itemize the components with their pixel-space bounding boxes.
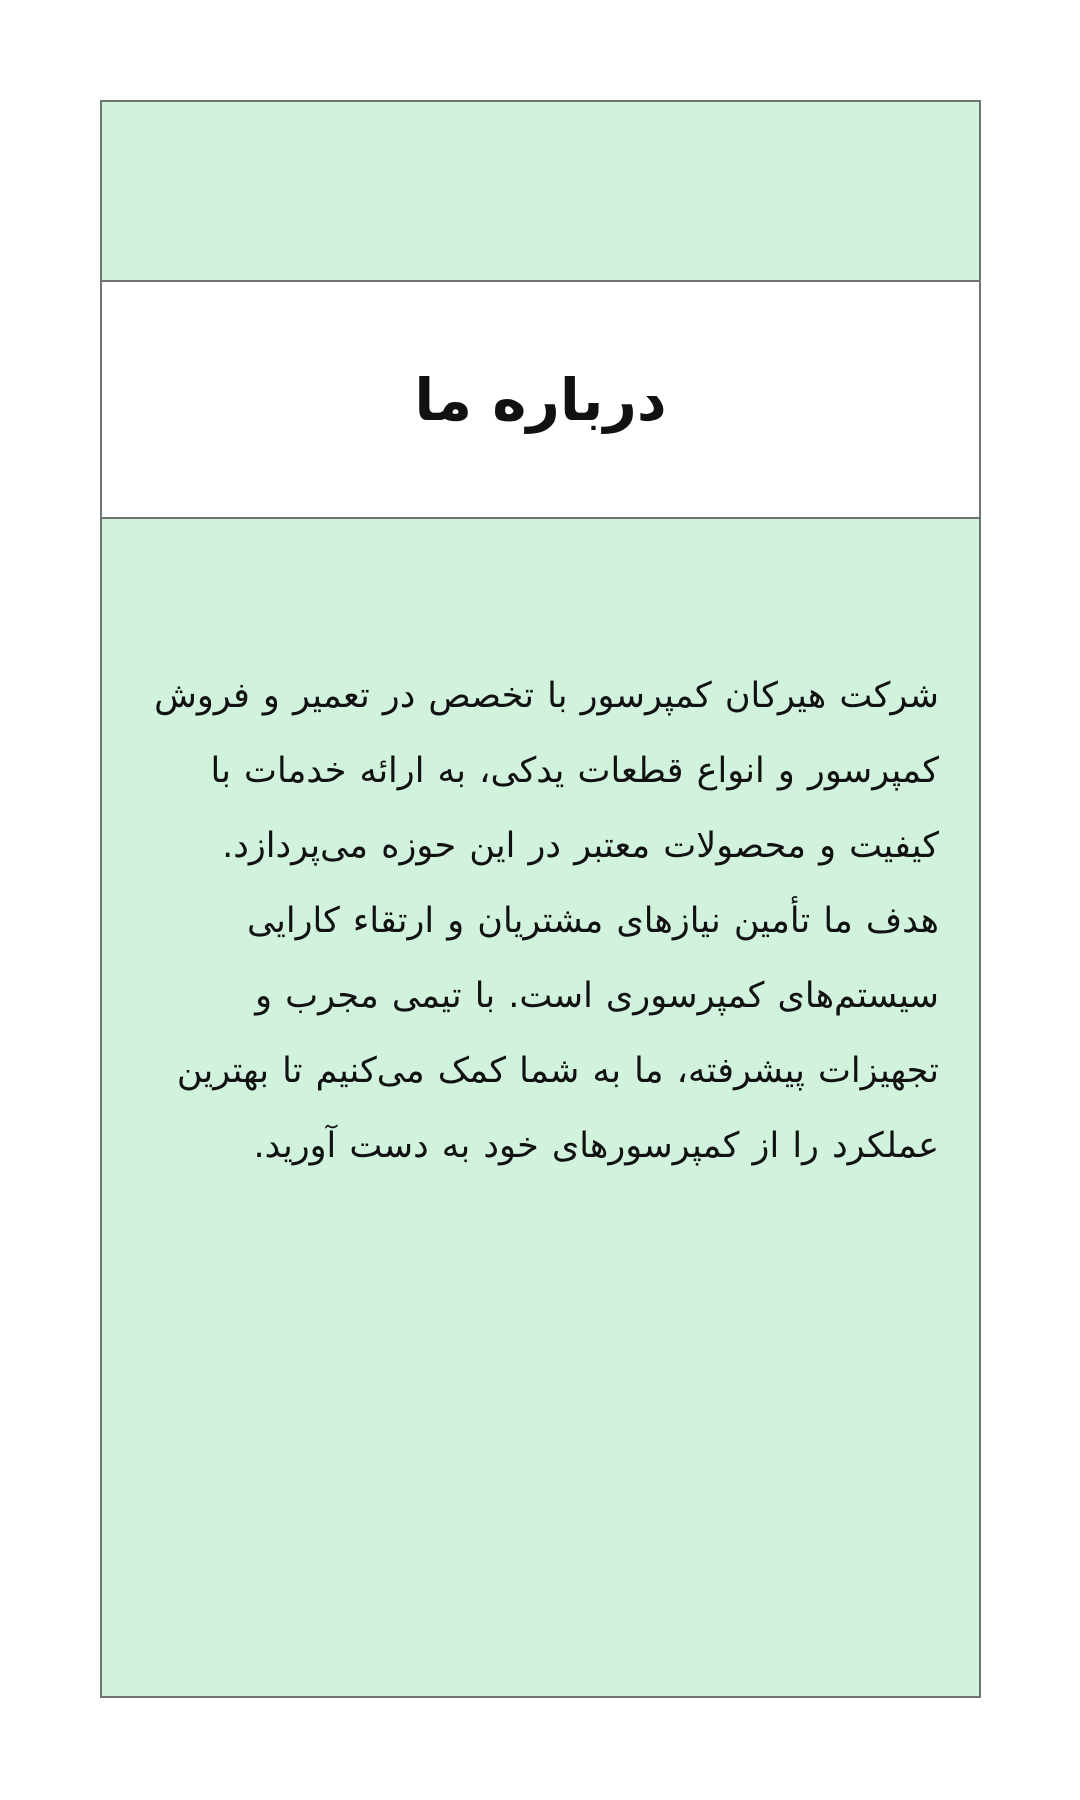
about-content-panel bbox=[102, 519, 979, 1696]
about-card bbox=[100, 100, 981, 1698]
page-title: درباره ما bbox=[414, 365, 667, 434]
title-band bbox=[102, 280, 979, 519]
about-paragraph: شرکت هیرکان کمپرسور با تخصص در تعمیر و فروش کمپرسور و انواع قطعات یدکی، به ارائه خدمات با کیفیت و محصولات معتبر در این حوزه می‌پردازد. هدف ما تأمین نیازهای مشتریان و ارتقاء کارایی سیستم‌های کمپرسوری است. با تیمی مجرب و تجهیزات پیشرفته، ما به شما کمک می‌کنیم تا بهترین عملکرد را از کمپرسورهای خود به دست آورید. bbox=[154, 676, 939, 1166]
hero-image-placeholder bbox=[102, 102, 979, 280]
